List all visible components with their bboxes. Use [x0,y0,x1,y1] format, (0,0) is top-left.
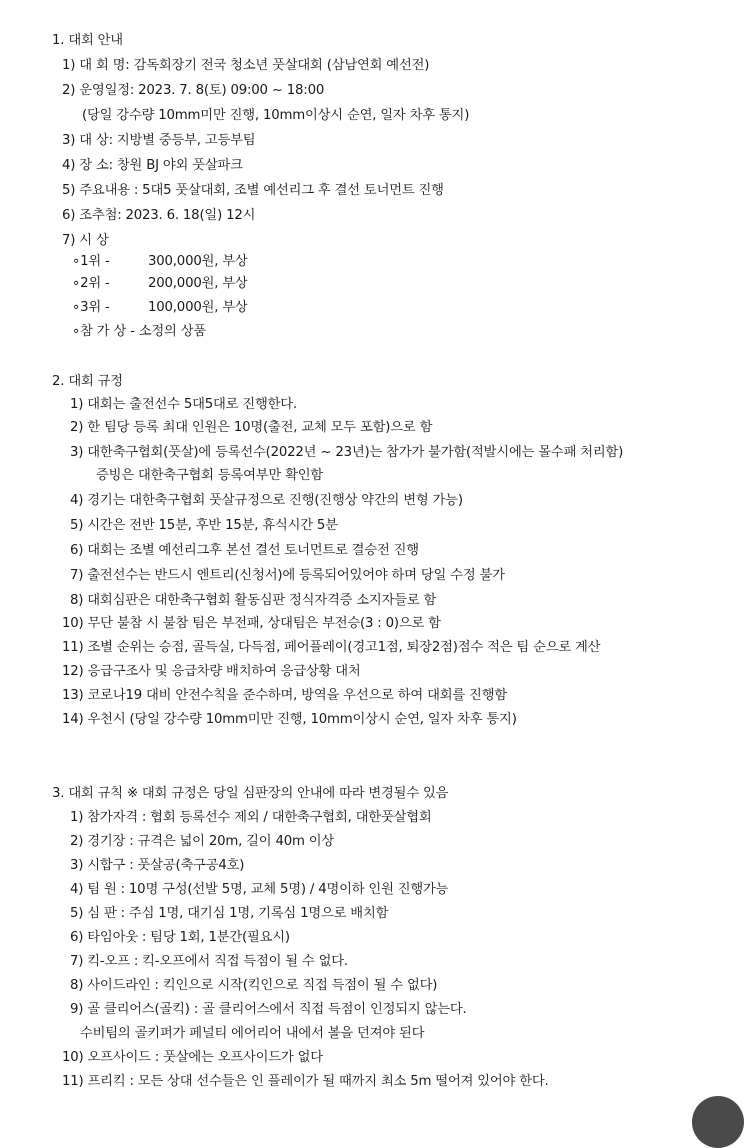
section2-item-note: 증빙은 대한축구협회 등록여부만 확인함 [96,468,324,483]
floating-circle-button[interactable] [692,1096,744,1148]
section3-item: 10) 오프사이드 : 풋살에는 오프사이드가 없다 [62,1050,323,1065]
section3-item: 5) 심 판 : 주심 1명, 대기심 1명, 기록심 1명으로 배치함 [70,906,389,921]
section3-item: 7) 킥-오프 : 킥-오프에서 직접 득점이 될 수 없다. [70,954,348,969]
section2-title: 2. 대회 규정 [52,374,123,389]
section1-item-note: (당일 강수량 10mm미만 진행, 10mm이상시 순연, 일자 차후 통지) [82,108,470,123]
prize-rank: ∘1위 - [72,254,110,269]
section2-item: 2) 한 팀당 등록 최대 인원은 10명(출전, 교체 모두 포함)으로 함 [70,420,433,435]
section1-item: 2) 운영일정: 2023. 7. 8(토) 09:00 ~ 18:00 [62,83,325,98]
section1-item: 5) 주요내용 : 5대5 풋살대회, 조별 예선리그 후 결선 토너먼트 진행 [62,183,444,198]
prize-rank: ∘2위 - [72,276,110,291]
prize-reward: 300,000원, 부상 [148,254,248,269]
section2-item: 12) 응급구조사 및 응급차량 배치하여 응급상황 대처 [62,664,361,679]
section3-item: 8) 사이드라인 : 킥인으로 시작(킥인으로 직접 득점이 될 수 없다) [70,978,438,993]
section3-item: 3) 시합구 : 풋살공(축구공4호) [70,858,245,873]
section3-title: 3. 대회 규칙 ※ 대회 규정은 당일 심판장의 안내에 따라 변경될수 있음 [52,786,449,801]
section2-item: 4) 경기는 대한축구협회 풋살규정으로 진행(진행상 약간의 변형 가능) [70,493,463,508]
section3-item: 2) 경기장 : 규격은 넓이 20m, 길이 40m 이상 [70,834,335,849]
section1-item: 3) 대 상: 지방별 중등부, 고등부팀 [62,133,256,148]
section1-item: 1) 대 회 명: 감독회장기 전국 청소년 풋살대회 (삼남연회 예선전) [62,58,430,73]
section2-item: 6) 대회는 조별 예선리그후 본선 결선 토너먼트로 결승전 진행 [70,543,419,558]
section3-item: 4) 팀 원 : 10명 구성(선발 5명, 교체 5명) / 4명이하 인원 진행가능 [70,882,449,897]
section2-item: 7) 출전선수는 반드시 엔트리(신청서)에 등록되어있어야 하며 당일 수정 불가 [70,568,505,583]
section1-item: 4) 장 소: 창원 BJ 야외 풋살파크 [62,158,243,173]
prize-reward: 100,000원, 부상 [148,300,248,315]
section3-item: 11) 프리킥 : 모든 상대 선수들은 인 플레이가 될 때까지 최소 5m 떨어져 있어야 한다. [62,1074,549,1089]
section3-item: 1) 참가자격 : 협회 등록선수 제외 / 대한축구협회, 대한풋살협회 [70,810,432,825]
section2-item: 3) 대한축구협회(풋살)에 등록선수(2022년 ~ 23년)는 참가가 불가함(적발시에는 몰수패 처리함) [70,445,624,460]
prize-rank: ∘3위 - [72,300,110,315]
section2-item: 13) 코로나19 대비 안전수칙을 준수하며, 방역을 우선으로 하여 대회를 진행함 [62,688,507,703]
section2-item: 5) 시간은 전반 15분, 후반 15분, 휴식시간 5분 [70,518,338,533]
section3-item: 6) 타임아웃 : 팀당 1회, 1분간(필요시) [70,930,290,945]
section1-item: 6) 조추첨: 2023. 6. 18(일) 12시 [62,208,256,223]
participation-prize: ∘참 가 상 - 소정의 상품 [72,324,207,339]
section2-item: 11) 조별 순위는 승점, 골득실, 다득점, 페어플레이(경고1점, 퇴장2점)점수 적은 팀 순으로 계산 [62,640,601,655]
section1-item: 7) 시 상 [62,233,109,248]
section3-item: 9) 골 클리어스(골킥) : 골 클리어스에서 직접 득점이 인정되지 않는다. [70,1002,467,1017]
section3-item-note: 수비팀의 골키퍼가 페널티 에어리어 내에서 볼을 던져야 된다 [80,1026,425,1041]
section2-item: 8) 대회심판은 대한축구협회 활동심판 정식자격증 소지자들로 함 [70,593,437,608]
section2-item: 1) 대회는 출전선수 5대5대로 진행한다. [70,397,297,412]
section2-item: 10) 무단 불참 시 불참 팀은 부전패, 상대팀은 부전승(3 : 0)으로 함 [62,616,441,631]
section2-item: 14) 우천시 (당일 강수량 10mm미만 진행, 10mm이상시 순연, 일자 차후 통지) [62,712,517,727]
prize-reward: 200,000원, 부상 [148,276,248,291]
section1-title: 1. 대회 안내 [52,33,123,48]
